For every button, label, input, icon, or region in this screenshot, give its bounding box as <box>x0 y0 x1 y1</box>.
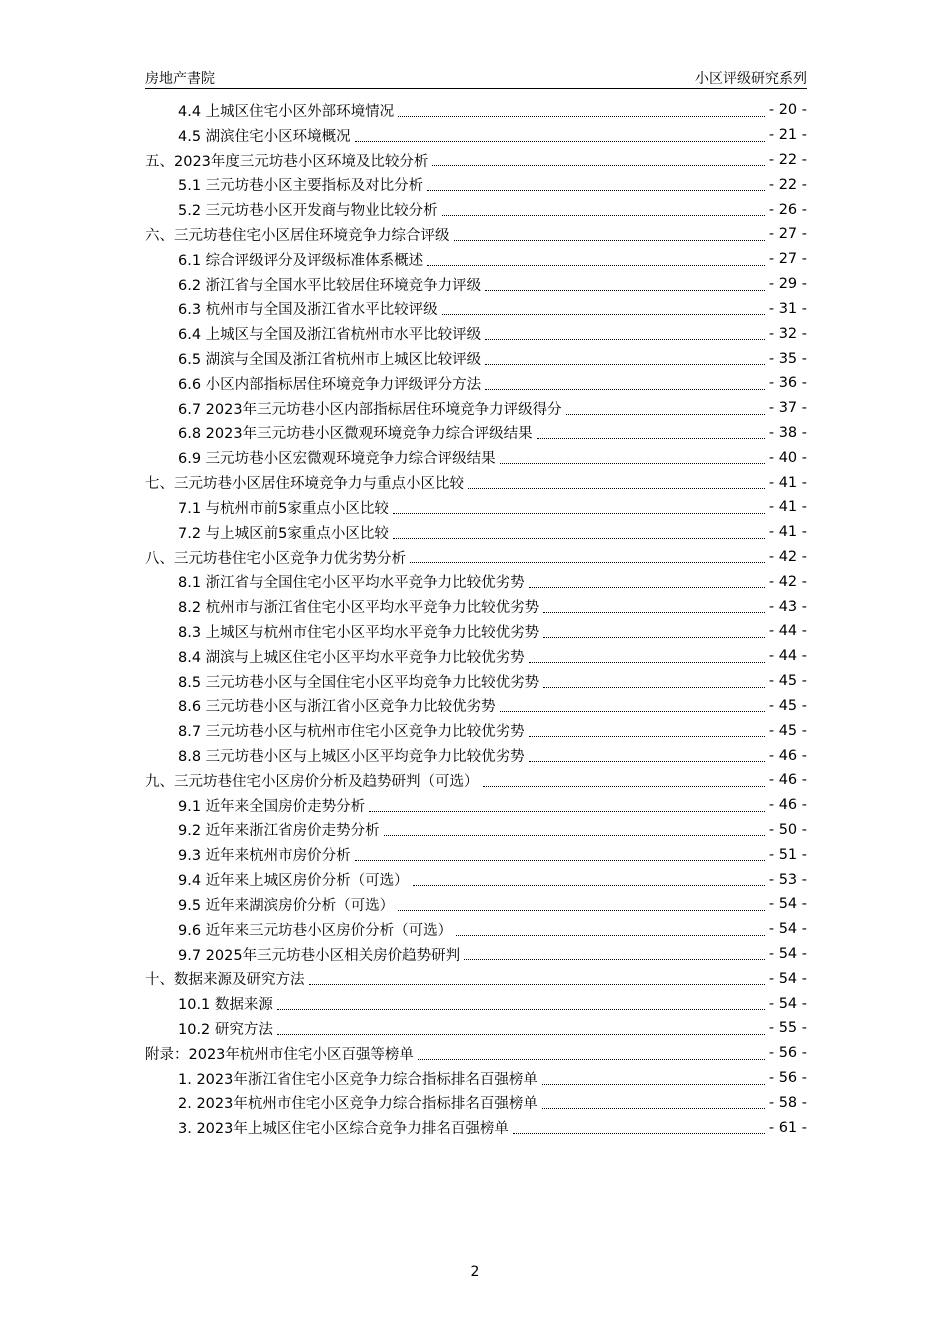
toc-entry-page: - 27 - <box>768 251 807 268</box>
toc-entry-page: - 54 - <box>768 921 807 938</box>
toc-entry-title: 9.2 近年来浙江省房价走势分析 <box>178 819 382 840</box>
toc-entry-title: 9.6 近年来三元坊巷小区房价分析（可选） <box>178 919 454 940</box>
toc-entry-page: - 45 - <box>768 697 807 714</box>
toc-dot-leader <box>543 598 765 614</box>
toc-entry-page: - 54 - <box>768 970 807 987</box>
toc-entry-title: 8.4 湖滨与上城区住宅小区平均水平竞争力比较优劣势 <box>178 646 527 667</box>
toc-dot-leader <box>418 1044 765 1060</box>
toc-entry-page: - 31 - <box>768 300 807 317</box>
toc-entry-title: 7.2 与上城区前5家重点小区比较 <box>178 522 391 543</box>
toc-entry-title: 2. 2023年杭州市住宅小区竞争力综合指标排名百强榜单 <box>178 1092 540 1113</box>
toc-entry-title: 9.5 近年来湖滨房价分析（可选） <box>178 894 396 915</box>
toc-dot-leader <box>398 101 765 117</box>
toc-entry-title: 6.5 湖滨与全国及浙江省杭州市上城区比较评级 <box>178 348 483 369</box>
toc-section-entry[interactable] <box>145 445 807 470</box>
toc-entry-title: 9.7 2025年三元坊巷小区相关房价趋势研判 <box>178 944 462 965</box>
toc-dot-leader <box>566 399 765 415</box>
toc-dot-leader <box>485 325 765 341</box>
toc-entry-page: - 20 - <box>768 102 807 119</box>
toc-section-entry[interactable] <box>145 694 807 719</box>
toc-dot-leader <box>513 1119 765 1135</box>
toc-section-entry[interactable] <box>145 991 807 1016</box>
toc-entry-title: 6.6 小区内部指标居住环境竞争力评级评分方法 <box>178 373 483 394</box>
toc-section-entry[interactable] <box>145 272 807 297</box>
toc-section-entry[interactable] <box>145 842 807 867</box>
toc-entry-page: - 54 - <box>768 896 807 913</box>
toc-entry-page: - 53 - <box>768 871 807 888</box>
toc-entry-page: - 42 - <box>768 549 807 566</box>
toc-section-entry[interactable] <box>145 644 807 669</box>
toc-entry-title: 9.4 近年来上城区房价分析（可选） <box>178 869 411 890</box>
toc-dot-leader <box>277 995 765 1011</box>
toc-dot-leader <box>485 275 765 291</box>
toc-dot-leader <box>355 126 765 142</box>
toc-dot-leader <box>529 647 765 663</box>
toc-entry-page: - 50 - <box>768 821 807 838</box>
toc-entry-title: 附录：2023年杭州市住宅小区百强等榜单 <box>145 1043 416 1064</box>
toc-section-entry[interactable] <box>145 172 807 197</box>
toc-section-entry[interactable] <box>145 1091 807 1116</box>
toc-dot-leader <box>542 1069 765 1085</box>
toc-entry-title: 1. 2023年浙江省住宅小区竞争力综合指标排名百强榜单 <box>178 1068 540 1089</box>
toc-entry-page: - 43 - <box>768 598 807 615</box>
toc-dot-leader <box>485 349 765 365</box>
toc-dot-leader <box>485 374 765 390</box>
table-of-contents <box>145 98 807 1140</box>
toc-entry-page: - 40 - <box>768 449 807 466</box>
toc-entry-page: - 55 - <box>768 1020 807 1037</box>
toc-entry-title: 6.7 2023年三元坊巷小区内部指标居住环境竞争力评级得分 <box>178 398 564 419</box>
toc-entry-page: - 51 - <box>768 846 807 863</box>
toc-entry-title: 4.5 湖滨住宅小区环境概况 <box>178 125 353 146</box>
toc-section-entry[interactable] <box>145 1016 807 1041</box>
toc-section-entry[interactable] <box>145 123 807 148</box>
toc-entry-page: - 22 - <box>768 176 807 193</box>
toc-entry-title: 9.1 近年来全国房价走势分析 <box>178 795 367 816</box>
toc-chapter-entry[interactable] <box>145 768 807 793</box>
toc-dot-leader <box>369 796 765 812</box>
toc-dot-leader <box>529 573 765 589</box>
toc-entry-title: 10.2 研究方法 <box>178 1018 275 1039</box>
toc-entry-title: 3. 2023年上城区住宅小区综合竞争力排名百强榜单 <box>178 1117 511 1138</box>
toc-section-entry[interactable] <box>145 197 807 222</box>
toc-entry-page: - 44 - <box>768 623 807 640</box>
toc-section-entry[interactable] <box>145 669 807 694</box>
toc-entry-page: - 46 - <box>768 747 807 764</box>
toc-entry-page: - 41 - <box>768 524 807 541</box>
toc-section-entry[interactable] <box>145 421 807 446</box>
toc-entry-title: 8.5 三元坊巷小区与全国住宅小区平均竞争力比较优劣势 <box>178 671 541 692</box>
toc-dot-leader <box>277 1019 765 1035</box>
toc-entry-page: - 56 - <box>768 1070 807 1087</box>
toc-dot-leader <box>543 622 765 638</box>
toc-entry-title: 10.1 数据来源 <box>178 993 275 1014</box>
toc-entry-title: 5.1 三元坊巷小区主要指标及对比分析 <box>178 174 425 195</box>
toc-entry-title: 8.8 三元坊巷小区与上城区小区平均竞争力比较优劣势 <box>178 745 527 766</box>
toc-dot-leader <box>427 250 765 266</box>
toc-dot-leader <box>537 424 765 440</box>
toc-entry-page: - 41 - <box>768 499 807 516</box>
toc-chapter-entry[interactable] <box>145 545 807 570</box>
toc-section-entry[interactable] <box>145 569 807 594</box>
toc-section-entry[interactable] <box>145 321 807 346</box>
toc-dot-leader <box>393 498 765 514</box>
toc-section-entry[interactable] <box>145 743 807 768</box>
toc-entry-page: - 32 - <box>768 325 807 342</box>
toc-entry-page: - 36 - <box>768 375 807 392</box>
toc-entry-page: - 37 - <box>768 400 807 417</box>
toc-dot-leader <box>468 474 765 490</box>
toc-entry-page: - 27 - <box>768 226 807 243</box>
toc-dot-leader <box>529 746 765 762</box>
toc-entry-page: - 58 - <box>768 1094 807 1111</box>
toc-dot-leader <box>413 871 765 887</box>
toc-dot-leader <box>500 697 765 713</box>
toc-dot-leader <box>456 920 765 936</box>
toc-entry-title: 8.3 上城区与杭州市住宅小区平均水平竞争力比较优劣势 <box>178 621 541 642</box>
toc-entry-page: - 29 - <box>768 276 807 293</box>
toc-entry-page: - 35 - <box>768 350 807 367</box>
toc-entry-page: - 22 - <box>768 152 807 169</box>
toc-chapter-entry[interactable] <box>145 966 807 991</box>
toc-entry-title: 8.6 三元坊巷小区与浙江省小区竞争力比较优劣势 <box>178 695 498 716</box>
toc-entry-title: 十、数据来源及研究方法 <box>145 968 307 989</box>
toc-section-entry[interactable] <box>145 917 807 942</box>
toc-dot-leader <box>543 672 765 688</box>
toc-dot-leader <box>529 722 765 738</box>
toc-chapter-entry[interactable] <box>145 1041 807 1066</box>
toc-entry-title: 七、三元坊巷小区居住环境竞争力与重点小区比较 <box>145 472 466 493</box>
toc-entry-page: - 46 - <box>768 772 807 789</box>
toc-chapter-entry[interactable] <box>145 148 807 173</box>
toc-entry-page: - 61 - <box>768 1119 807 1136</box>
toc-entry-title: 8.7 三元坊巷小区与杭州市住宅小区竞争力比较优劣势 <box>178 720 527 741</box>
toc-section-entry[interactable] <box>145 346 807 371</box>
toc-dot-leader <box>500 449 765 465</box>
toc-entry-title: 五、2023年度三元坊巷小区环境及比较分析 <box>145 150 430 171</box>
toc-section-entry[interactable] <box>145 520 807 545</box>
toc-entry-title: 8.2 杭州市与浙江省住宅小区平均水平竞争力比较优劣势 <box>178 596 541 617</box>
toc-entry-page: - 56 - <box>768 1045 807 1062</box>
toc-entry-title: 6.3 杭州市与全国及浙江省水平比较评级 <box>178 298 440 319</box>
toc-section-entry[interactable] <box>145 1066 807 1091</box>
toc-section-entry[interactable] <box>145 495 807 520</box>
toc-dot-leader <box>542 1094 765 1110</box>
toc-entry-page: - 54 - <box>768 946 807 963</box>
toc-entry-title: 6.9 三元坊巷小区宏微观环境竞争力综合评级结果 <box>178 447 498 468</box>
toc-dot-leader <box>384 821 765 837</box>
toc-section-entry[interactable] <box>145 594 807 619</box>
toc-entry-title: 六、三元坊巷住宅小区居住环境竞争力综合评级 <box>145 224 452 245</box>
toc-section-entry[interactable] <box>145 247 807 272</box>
toc-entry-page: - 41 - <box>768 474 807 491</box>
toc-entry-page: - 42 - <box>768 573 807 590</box>
page-number: 2 <box>470 1264 480 1280</box>
toc-section-entry[interactable] <box>145 793 807 818</box>
page-header <box>145 66 807 89</box>
toc-section-entry[interactable] <box>145 619 807 644</box>
toc-section-entry[interactable] <box>145 718 807 743</box>
toc-dot-leader <box>483 771 765 787</box>
toc-entry-title: 4.4 上城区住宅小区外部环境情况 <box>178 100 396 121</box>
toc-entry-page: - 45 - <box>768 673 807 690</box>
toc-dot-leader <box>393 523 765 539</box>
header-series-title: 小区评级研究系列 <box>695 71 807 87</box>
toc-dot-leader <box>427 176 765 192</box>
toc-entry-page: - 38 - <box>768 424 807 441</box>
toc-entry-title: 6.2 浙江省与全国水平比较居住环境竞争力评级 <box>178 274 483 295</box>
toc-chapter-entry[interactable] <box>145 470 807 495</box>
toc-dot-leader <box>410 548 765 564</box>
toc-entry-page: - 46 - <box>768 797 807 814</box>
toc-section-entry[interactable] <box>145 1115 807 1140</box>
toc-entry-page: - 54 - <box>768 995 807 1012</box>
toc-entry-title: 6.8 2023年三元坊巷小区微观环境竞争力综合评级结果 <box>178 422 535 443</box>
toc-entry-title: 九、三元坊巷住宅小区房价分析及趋势研判（可选） <box>145 770 481 791</box>
toc-entry-title: 7.1 与杭州市前5家重点小区比较 <box>178 497 391 518</box>
toc-entry-page: - 45 - <box>768 722 807 739</box>
toc-section-entry[interactable] <box>145 892 807 917</box>
toc-section-entry[interactable] <box>145 297 807 322</box>
toc-section-entry[interactable] <box>145 396 807 421</box>
toc-dot-leader <box>454 225 765 241</box>
toc-dot-leader <box>398 895 765 911</box>
toc-section-entry[interactable] <box>145 867 807 892</box>
toc-dot-leader <box>309 970 765 986</box>
header-brand: 房地产書院 <box>145 71 215 87</box>
toc-entry-page: - 44 - <box>768 648 807 665</box>
toc-dot-leader <box>432 151 764 167</box>
toc-entry-title: 9.3 近年来杭州市房价分析 <box>178 844 353 865</box>
toc-entry-title: 8.1 浙江省与全国住宅小区平均水平竞争力比较优劣势 <box>178 571 527 592</box>
toc-section-entry[interactable] <box>145 942 807 967</box>
toc-dot-leader <box>442 300 765 316</box>
toc-entry-page: - 26 - <box>768 201 807 218</box>
toc-entry-title: 6.1 综合评级评分及评级标准体系概述 <box>178 249 425 270</box>
toc-dot-leader <box>442 201 765 217</box>
toc-dot-leader <box>464 945 765 961</box>
toc-entry-title: 6.4 上城区与全国及浙江省杭州市水平比较评级 <box>178 323 483 344</box>
toc-entry-title: 八、三元坊巷住宅小区竞争力优劣势分析 <box>145 547 408 568</box>
toc-section-entry[interactable] <box>145 98 807 123</box>
toc-section-entry[interactable] <box>145 371 807 396</box>
toc-entry-title: 5.2 三元坊巷小区开发商与物业比较分析 <box>178 199 440 220</box>
toc-entry-page: - 21 - <box>768 127 807 144</box>
toc-chapter-entry[interactable] <box>145 222 807 247</box>
toc-section-entry[interactable] <box>145 818 807 843</box>
toc-dot-leader <box>355 846 765 862</box>
